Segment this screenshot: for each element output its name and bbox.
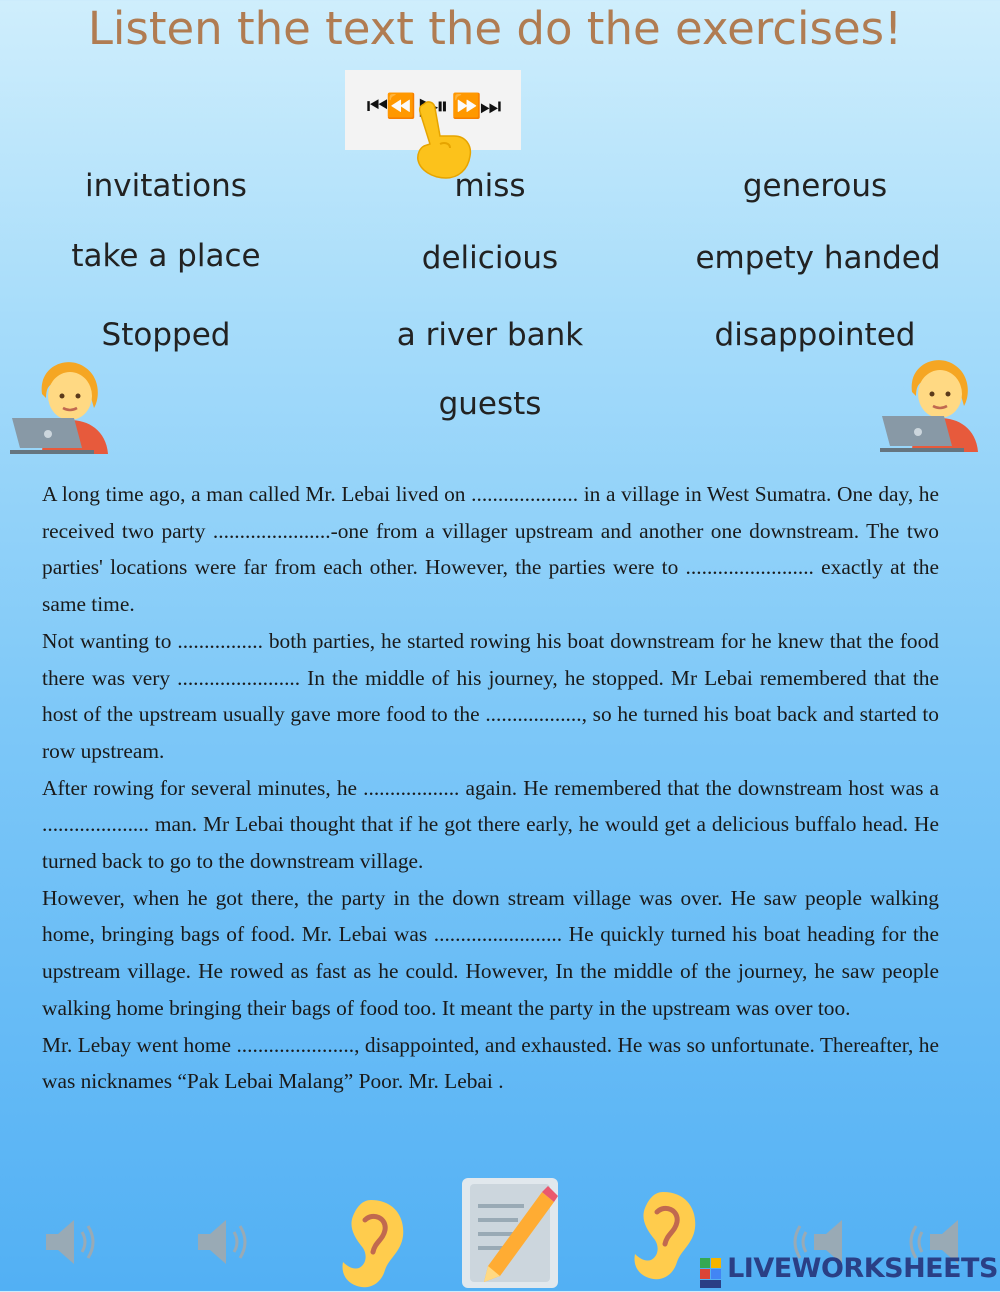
story-text — [42, 476, 939, 1100]
pause-icon[interactable]: ⏸ — [436, 92, 447, 120]
rewind-icon[interactable]: ⏪ — [386, 92, 415, 120]
liveworksheets-logo — [700, 1253, 998, 1287]
ear-icon[interactable] — [333, 1196, 409, 1291]
story-paragraph: Mr. Lebay went home ......................, disappointed, and exhausted. He was so unfortunate. Thereafter, he was nicknames “Pak Lebai Malang” Poor. Mr. Lebai . — [42, 1032, 939, 1094]
person-laptop-icon — [8, 354, 118, 454]
word-take-a-place: take a place — [71, 238, 261, 274]
skip-to-start-icon[interactable]: ⏮ — [366, 92, 387, 120]
story-paragraph: Not wanting to ................ both parties, he started rowing his boat downstream for he knew that the food there was very ....................... In the middle of his journey, he stopped. Mr Lebai remembered that the host of the upstream usually gave more food to the .................., so he turned his boat back and started to row upstream. — [42, 628, 939, 763]
word-a-river-bank: a river bank — [396, 317, 584, 353]
speaker-icon[interactable] — [192, 1212, 256, 1272]
word-generous: generous — [742, 168, 888, 204]
story-paragraph: However, when he got there, the party in the down stream village was over. He saw people walking home, bringing bags of food. Mr. Lebai was ........................ He quickly turned his boat heading for the upstream village. He rowed as fast as he could. However, In the middle of the journey, he saw people walking home bringing their bags of food too. It meant the party in the upstream was over too. — [42, 885, 939, 1020]
word-miss: miss — [454, 168, 526, 204]
word-guests: guests — [438, 386, 542, 422]
pencil-paper-icon[interactable] — [462, 1178, 558, 1288]
live-badge-icon — [700, 1258, 722, 1288]
word-delicious: delicious — [421, 240, 559, 276]
story-paragraph: A long time ago, a man called Mr. Lebai lived on .................... in a village in West Sumatra. One day, he received two party ......................-one from a villager upstream and another one downstream. The two parties' locations were far from each other. However, the parties were to ........................ exactly at the same time. — [42, 482, 939, 617]
word-disappointed: disappointed — [714, 317, 916, 353]
word-invitations: invitations — [85, 168, 247, 204]
skip-to-end-icon[interactable]: ⏭ — [479, 92, 500, 120]
story-paragraph: After rowing for several minutes, he .................. again. He remembered that the downstream host was a .................... man. Mr Lebai thought that if he got there early, he would get a delicious buffalo head. He turned back to go to the downstream village. — [42, 775, 939, 874]
word-empety-handed: empety handed — [695, 240, 941, 276]
logo-text: LIVEWORKSHEETS — [727, 1253, 998, 1284]
speaker-icon[interactable] — [40, 1212, 104, 1272]
fast-forward-icon[interactable]: ⏩ — [451, 92, 480, 120]
word-stopped: Stopped — [101, 317, 231, 353]
ear-icon[interactable] — [625, 1188, 701, 1283]
person-laptop-icon — [878, 352, 988, 452]
page-title: Listen the text the do the exercises! — [87, 2, 903, 55]
